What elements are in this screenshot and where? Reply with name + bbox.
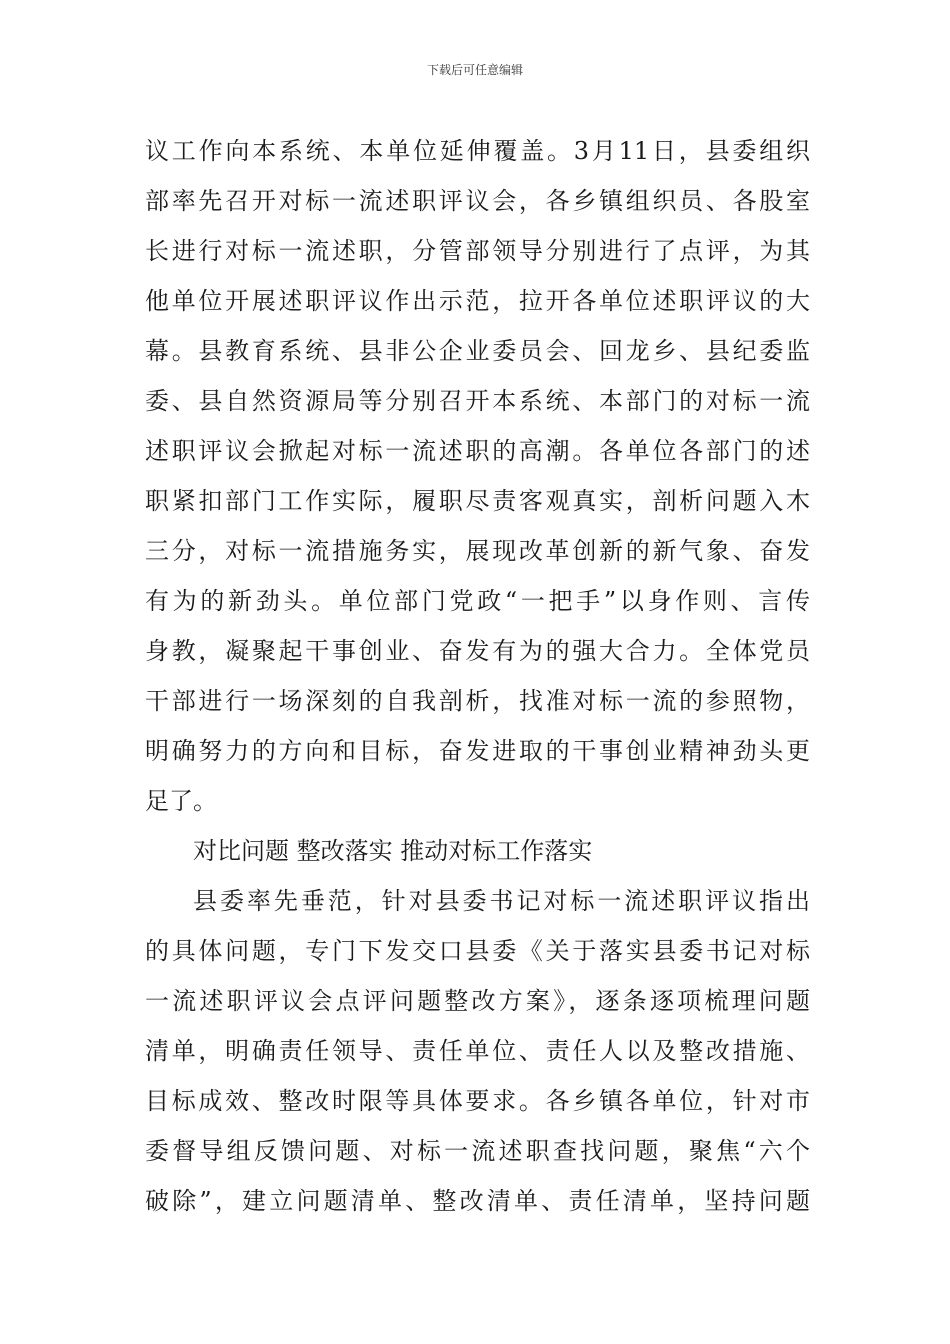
paragraph-rectification bbox=[145, 876, 810, 1226]
text-line: 清单，明确责任领导、责任单位、责任人以及整改措施、 bbox=[145, 1037, 810, 1065]
text-line: 幕。县教育系统、县非公企业委员会、回龙乡、县纪委监 bbox=[145, 337, 810, 365]
text-line: 三分，对标一流措施务实，展现改革创新的新气象、奋发 bbox=[145, 537, 810, 565]
text-line: 干部进行一场深刻的自我剖析，找准对标一流的参照物， bbox=[145, 687, 810, 715]
text-line: 的具体问题，专门下发交口县委《关于落实县委书记对标 bbox=[145, 937, 810, 965]
text-line: 部率先召开对标一流述职评议会，各乡镇组织员、各股室 bbox=[145, 187, 810, 215]
text-line: 委、县自然资源局等分别召开本系统、本部门的对标一流 bbox=[145, 387, 810, 415]
text-line: 身教，凝聚起干事创业、奋发有为的强大合力。全体党员 bbox=[145, 637, 810, 665]
text-line: 他单位开展述职评议作出示范，拉开各单位述职评议的大 bbox=[145, 287, 810, 315]
text-line: 明确努力的方向和目标，奋发进取的干事创业精神劲头更 bbox=[145, 737, 810, 765]
text-line: 一流述职评议会点评问题整改方案》，逐条逐项梳理问题 bbox=[145, 987, 810, 1015]
text-line: 长进行对标一流述职，分管部领导分别进行了点评，为其 bbox=[145, 237, 810, 265]
text-line: 目标成效、整改时限等具体要求。各乡镇各单位，针对市 bbox=[145, 1087, 810, 1115]
section-heading bbox=[145, 826, 810, 876]
text-line: 破除”，建立问题清单、整改清单、责任清单，坚持问题 bbox=[145, 1187, 810, 1215]
page-header: 下载后可任意编辑 bbox=[426, 63, 523, 77]
text-line: 县委率先垂范，针对县委书记对标一流述职评议指出 bbox=[193, 887, 810, 915]
document-body bbox=[145, 126, 810, 1226]
text-line: 议工作向本系统、本单位延伸覆盖。3月11日，县委组织 bbox=[145, 137, 810, 165]
text-line: 述职评议会掀起对标一流述职的高潮。各单位各部门的述 bbox=[145, 437, 810, 465]
paragraph-review-meetings bbox=[145, 126, 810, 826]
text-line: 职紧扣部门工作实际，履职尽责客观真实，剖析问题入木 bbox=[145, 487, 810, 515]
text-line: 足了。 bbox=[145, 787, 217, 815]
section-heading-text: 对比问题 整改落实 推动对标工作落实 bbox=[193, 837, 593, 865]
text-line: 有为的新劲头。单位部门党政“一把手”以身作则、言传 bbox=[145, 587, 810, 615]
text-line: 委督导组反馈问题、对标一流述职查找问题，聚焦“六个 bbox=[145, 1137, 810, 1165]
